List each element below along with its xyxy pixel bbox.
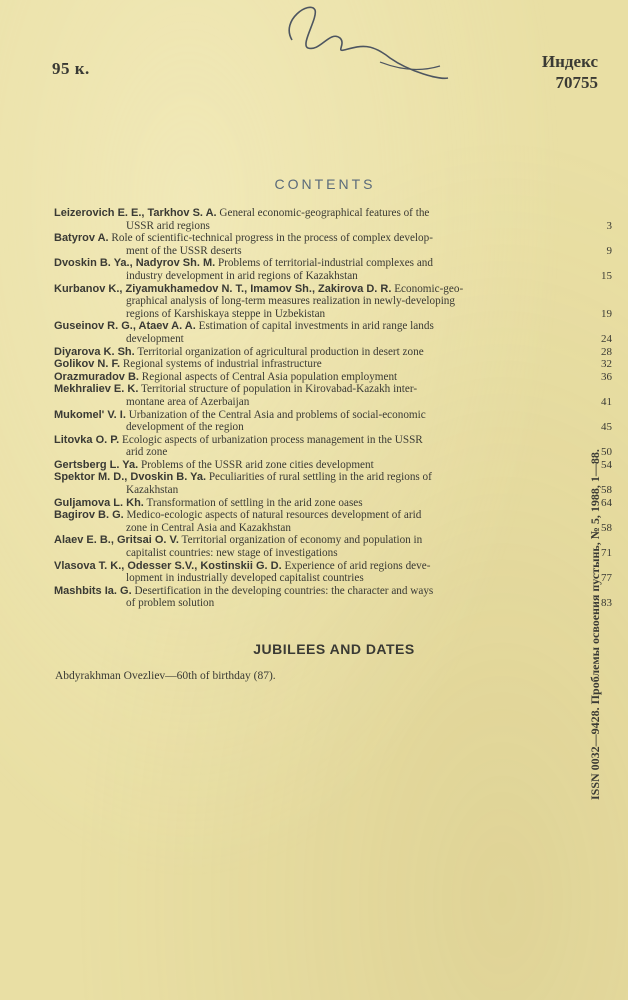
entry-page: 77 — [601, 572, 612, 585]
entry-title-cont: graphical analysis of long-term measures realization in newly-developing — [126, 295, 455, 308]
entry-title: Transformation of settling in the arid zone oases — [146, 496, 363, 509]
entry-title-cont: ment of the USSR deserts — [126, 244, 242, 257]
list-item — [54, 257, 612, 282]
contents-title: CONTENTS — [274, 176, 376, 192]
entry-authors: Vlasova T. K., Odesser S.V., Kostinskii G. D. — [54, 559, 282, 572]
entry-title-cont: of problem solution — [126, 597, 215, 610]
entry-title: Desertification in the developing countries: the character and ways — [134, 584, 434, 597]
entry-title-cont: industry development in arid regions of Kazakhstan — [126, 269, 358, 282]
entry-page: 45 — [601, 421, 612, 434]
list-item — [54, 559, 612, 585]
entry-authors: Alaev E. B., Gritsai O. V. — [54, 534, 179, 547]
entry-authors: Golikov N. F. — [54, 358, 121, 371]
entry-page: 3 — [606, 219, 612, 232]
entry-title: Ecologic aspects of urbanization process management in the USSR — [122, 433, 423, 446]
entry-title: Urbanization of the Central Asia and problems of social-economic — [128, 408, 426, 421]
entry-authors: Mukomel' V. I. — [54, 408, 126, 421]
entry-page: 50 — [601, 446, 612, 459]
list-item — [54, 509, 612, 534]
entry-title: Economic-geo- — [394, 282, 464, 295]
entry-page: 54 — [601, 458, 612, 471]
entry-authors: Gertsberg L. Ya. — [54, 458, 139, 471]
entry-page: 71 — [601, 547, 612, 560]
list-item — [54, 232, 612, 257]
entry-authors: Orazmuradov B. — [54, 370, 139, 383]
entry-title-cont: capitalist countries: new stage of investigations — [126, 547, 338, 560]
entry-authors: Batyrov A. — [54, 232, 109, 245]
entry-title: Territorial organization of agricultural production in desert zone — [137, 345, 424, 358]
entry-title-cont: regions of Karshiskaya steppe in Uzbekistan — [126, 307, 326, 320]
list-item — [54, 383, 612, 408]
entry-page: 64 — [601, 496, 612, 509]
list-item — [54, 370, 612, 384]
entry-title-cont: development of the region — [126, 421, 244, 434]
issn-spine-text: ISSN 0032—9428. Проблемы освоения пустынь, № 5, 1988, 1—88. — [588, 449, 602, 800]
entry-title: Regional aspects of Central Asia population employment — [141, 370, 398, 383]
list-item — [54, 471, 612, 497]
list-item — [54, 408, 612, 434]
entry-page: 83 — [601, 597, 612, 610]
entry-page: 24 — [601, 332, 612, 345]
entry-title: Estimation of capital investments in arid range lands — [198, 320, 434, 333]
entry-authors: Guljamova L. Kh. — [54, 496, 144, 509]
entry-authors: Litovka O. P. — [54, 433, 120, 446]
entry-page: 19 — [601, 307, 612, 320]
list-item — [54, 345, 612, 359]
entry-authors: Bagirov B. G. — [54, 509, 124, 522]
entry-title: Territorial structure of population in Kirovabad-Kazakh inter- — [140, 383, 418, 396]
entry-title: Regional systems of industrial infrastructure — [122, 358, 322, 371]
entry-authors: Spektor M. D., Dvoskin B. Ya. — [54, 471, 207, 484]
list-item — [54, 584, 612, 610]
entry-title: Territorial organization of economy and population in — [181, 534, 423, 547]
entry-page: 32 — [601, 358, 612, 371]
entry-title: Problems of territorial-industrial complexes and — [217, 257, 433, 270]
price: 95 к. — [52, 59, 90, 78]
entry-title: Role of scientific-technical progress in the process of complex develop- — [111, 232, 433, 245]
entry-title-cont: lopment in industrially developed capitalist countries — [126, 572, 364, 585]
entry-title: Peculiarities of rural settling in the arid regions of — [208, 471, 432, 484]
entry-page: 58 — [601, 484, 612, 497]
entry-title-cont: development — [126, 332, 184, 345]
entry-title-cont: arid zone — [126, 446, 168, 459]
entry-title-cont: USSR arid regions — [126, 219, 210, 232]
entry-page: 41 — [601, 395, 612, 408]
entry-authors: Diyarova K. Sh. — [54, 345, 135, 358]
entry-title: Experience of arid regions deve- — [284, 559, 431, 572]
entry-page: 15 — [601, 269, 612, 282]
list-item — [54, 496, 612, 510]
list-item — [54, 358, 612, 371]
list-item — [54, 207, 612, 232]
entry-title-cont: Kazakhstan — [126, 484, 179, 497]
entry-title: Problems of the USSR arid zone cities development — [140, 458, 374, 471]
list-item — [54, 534, 612, 560]
entry-title-cont: zone in Central Asia and Kazakhstan — [126, 521, 291, 534]
entry-title-cont: montane area of Azerbaijan — [126, 395, 250, 408]
jubilees-title: JUBILEES AND DATES — [253, 641, 415, 657]
entry-authors: Kurbanov K., Ziyamukhamedov N. T., Imamov Sh., Zakirova D. R. — [54, 282, 392, 295]
entry-title: Medico-ecologic aspects of natural resources development of arid — [126, 509, 422, 522]
entry-authors: Guseinov R. G., Ataev A. A. — [54, 320, 196, 333]
entry-page: 36 — [601, 370, 612, 383]
entry-authors: Mashbits Ia. G. — [54, 584, 132, 597]
jubilees-entry: Abdyrakhman Ovezliev—60th of birthday (87). — [55, 670, 276, 682]
entry-authors: Dvoskin B. Ya., Nadyrov Sh. M. — [54, 257, 216, 270]
index-label: Индекс — [541, 52, 598, 71]
list-item — [54, 320, 612, 345]
entry-authors: Mekhraliev E. K. — [54, 383, 139, 396]
index-number: 70755 — [555, 73, 598, 92]
entry-page: 9 — [606, 244, 612, 257]
entry-authors: Leizerovich E. E., Tarkhov S. A. — [54, 207, 217, 219]
list-item — [54, 433, 612, 459]
contents-list — [54, 207, 612, 610]
list-item — [54, 458, 612, 472]
list-item — [54, 282, 612, 321]
entry-page: 28 — [601, 345, 612, 358]
entry-page: 58 — [601, 521, 612, 534]
index-block — [542, 51, 598, 93]
entry-title: General economic-geographical features of the — [219, 207, 430, 219]
handwritten-signature — [270, 0, 450, 90]
